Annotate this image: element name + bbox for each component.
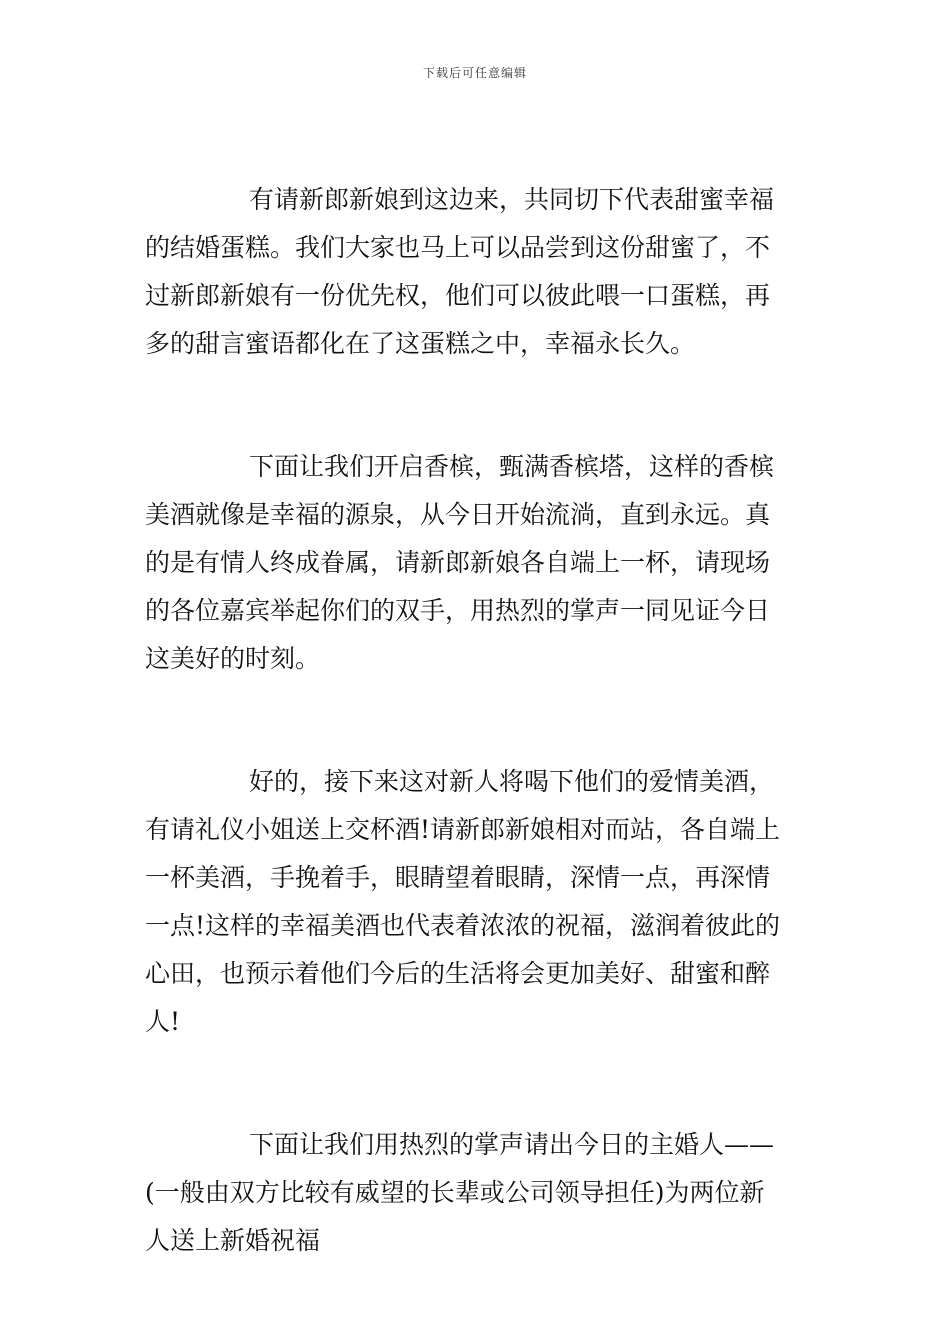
page-header: 下载后可任意编辑 (422, 66, 527, 80)
paragraph-cake-cutting: 有请新郎新娘到这边来，共同切下代表甜蜜幸福 的结婚蛋糕。我们大家也马上可以品尝到这份甜蜜了，不 过新郎新娘有一份优先权，他们可以彼此喂一口蛋糕，再 多的甜言蜜语都化在了这蛋糕之中，幸福永长久。 (145, 185, 775, 358)
document-body (145, 176, 808, 1265)
paragraph-champagne: 下面让我们开启香槟，甄满香槟塔，这样的香槟 美酒就像是幸福的源泉，从今日开始流淌，直到永远。真 的是有情人终成眷属，请新郎新娘各自端上一杯，请现场 的各位嘉宾举起你们的双手，用热烈的掌声一同见证今日 这美好的时刻。 (145, 452, 775, 673)
paragraph-officiant: 下面让我们用热烈的掌声请出今日的主婚人—— (一般由双方比较有威望的长辈或公司领导担任)为两位新 人送上新婚祝福 (145, 1130, 775, 1255)
paragraph-wedding-wine: 好的，接下来这对新人将喝下他们的爱情美酒， 有请礼仪小姐送上交杯酒!请新郎新娘相对而站，各自端上 一杯美酒，手挽着手，眼睛望着眼睛，深情一点，再深情 一点!这样的幸福美酒也代表着浓浓的祝福，滋润着彼此的 心田，也预示着他们今后的生活将会更加美好、甜蜜和醉 人! (145, 767, 781, 1036)
